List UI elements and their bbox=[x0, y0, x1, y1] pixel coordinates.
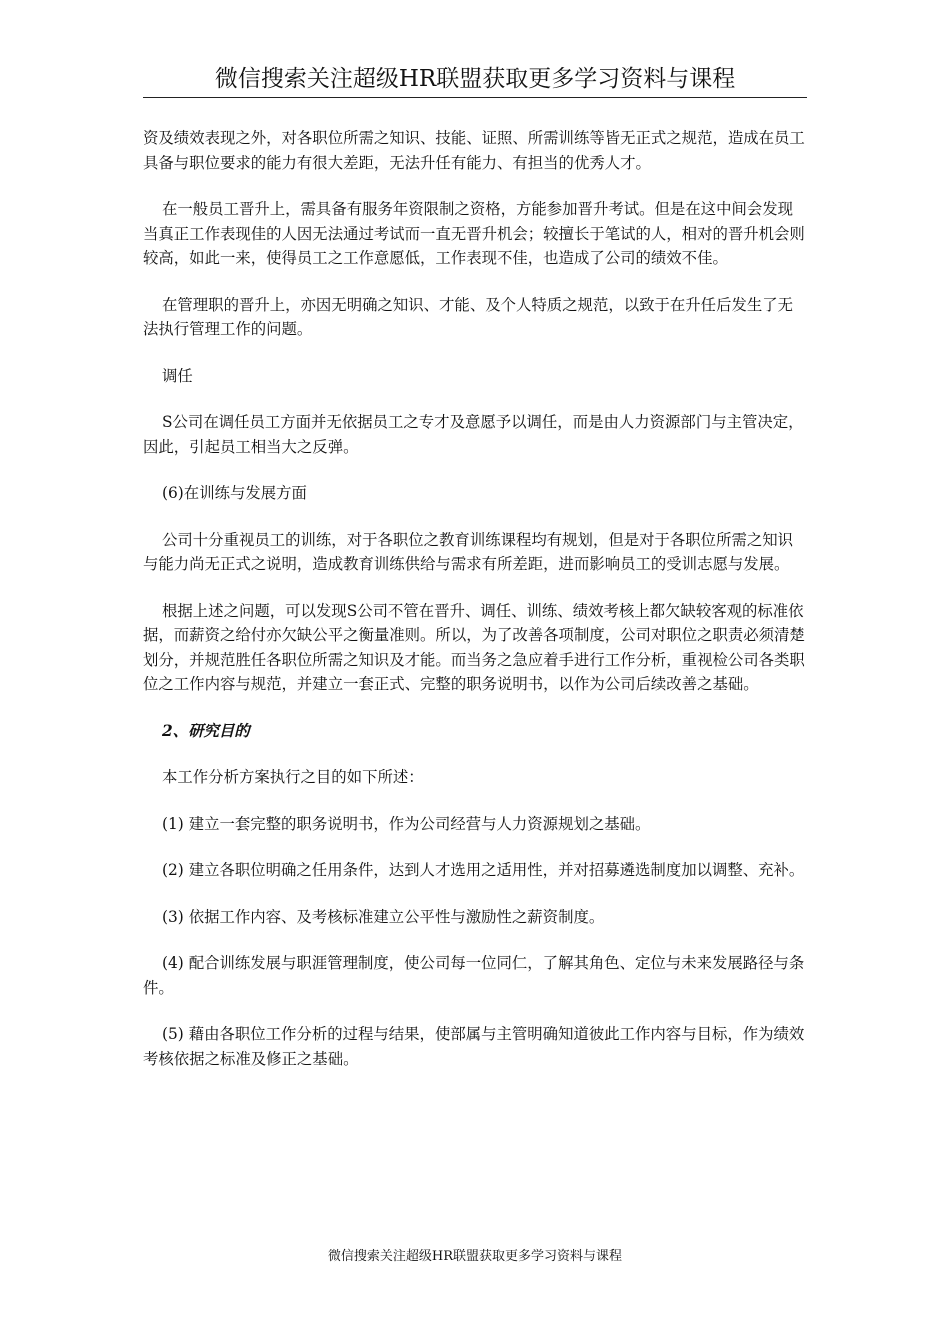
document-body bbox=[143, 126, 807, 1093]
paragraph-promotion-general: 在一般员工晋升上，需具备有服务年资限制之资格，方能参加晋升考试。但是在这中间会发现当真正工作表现佳的人因无法通过考试而一直无晋升机会；较擅长于笔试的人，相对的晋升机会则较高，如此一来，使得员工之工作意愿低，工作表现不佳，也造成了公司的绩效不佳。 bbox=[143, 200, 805, 267]
list-item-purpose-4: (4) 配合训练发展与职涯管理制度，使公司每一位同仁，了解其角色、定位与未来发展路径与条件。 bbox=[143, 954, 805, 997]
section-heading-research-purpose: 2、研究目的 bbox=[162, 721, 250, 740]
paragraph-continuation: 资及绩效表现之外，对各职位所需之知识、技能、证照、所需训练等皆无正式之规范，造成在员工具备与职位要求的能力有很大差距，无法升任有能力、有担当的优秀人才。 bbox=[143, 129, 805, 172]
paragraph-transfer: S公司在调任员工方面并无依据员工之专才及意愿予以调任，而是由人力资源部门与主管决定，因此，引起员工相当大之反弹。 bbox=[143, 413, 804, 456]
page-footer: 微信搜索关注超级HR联盟获取更多学习资料与课程 bbox=[327, 1249, 623, 1264]
list-item-purpose-2: (2) 建立各职位明确之任用条件，达到人才选用之适用性，并对招募遴选制度加以调整、充补。 bbox=[162, 861, 805, 879]
page-header: 微信搜索关注超级HR联盟获取更多学习资料与课程 bbox=[143, 62, 807, 98]
paragraph-promotion-management: 在管理职的晋升上，亦因无明确之知识、才能、及个人特质之规范，以致于在升任后发生了无法执行管理工作的问题。 bbox=[143, 295, 794, 338]
list-item-purpose-5: (5) 藉由各职位工作分析的过程与结果，使部属与主管明确知道彼此工作内容与目标，作为绩效考核依据之标准及修正之基础。 bbox=[143, 1025, 805, 1068]
paragraph-training: 公司十分重视员工的训练，对于各职位之教育训练课程均有规划，但是对于各职位所需之知识与能力尚无正式之说明，造成教育训练供给与需求有所差距，进而影响员工的受训志愿与发展。 bbox=[143, 530, 794, 573]
subheading-transfer: 调任 bbox=[162, 366, 193, 385]
paragraph-purpose-intro: 本工作分析方案执行之目的如下所述： bbox=[162, 768, 424, 786]
list-item-purpose-3: (3) 依据工作内容、及考核标准建立公平性与激励性之薪资制度。 bbox=[162, 907, 605, 926]
list-item-purpose-1: (1) 建立一套完整的职务说明书，作为公司经营与人力资源规划之基础。 bbox=[162, 814, 651, 833]
paragraph-conclusion: 根据上述之问题，可以发现S公司不管在晋升、调任、训练、绩效考核上都欠缺较客观的标准依据，而薪资之给付亦欠缺公平之衡量准则。所以，为了改善各项制度，公司对职位之职责必须清楚划分，并规范胜任各职位所需之知识及才能。而当务之急应着手进行工作分析，重视检公司各类职位之工作内容与规范，并建立一套正式、完整的职务说明书，以作为公司后续改善之基础。 bbox=[143, 601, 805, 693]
subheading-training: (6)在训练与发展方面 bbox=[162, 484, 307, 502]
